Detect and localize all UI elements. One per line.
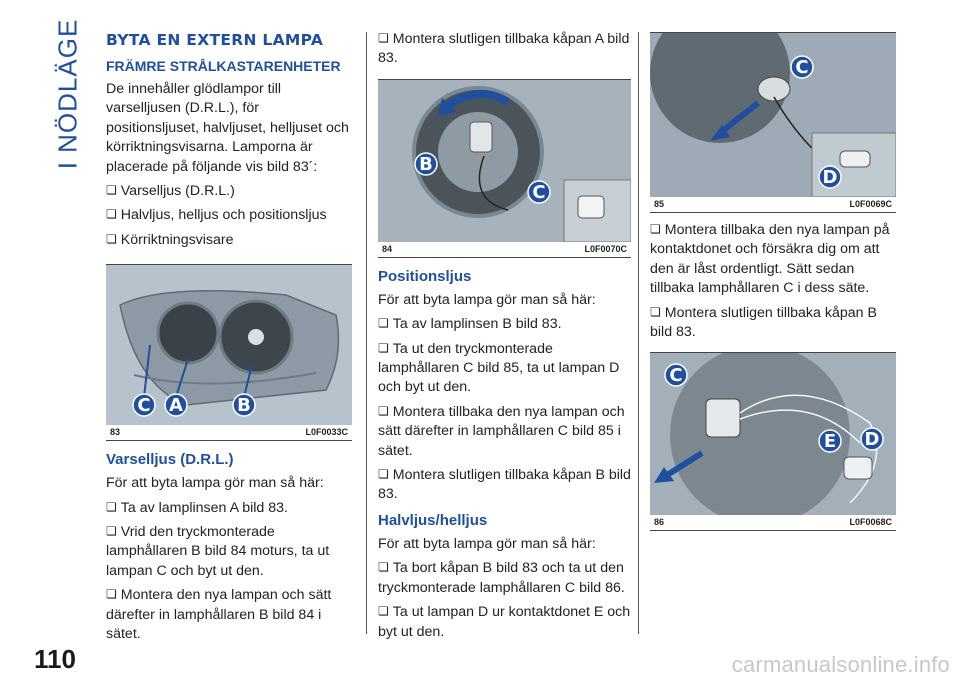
- list-item: ❏ Körriktningsvisare: [106, 231, 352, 250]
- half-intro: För att byta lampa gör man så här:: [378, 535, 596, 552]
- heading-low-high-beam: Halvljus/helljus: [378, 511, 488, 529]
- figure-code: L0F0070C: [584, 243, 627, 254]
- figure-label: C: [669, 365, 683, 387]
- figure-83: [106, 264, 352, 441]
- section-subtitle: FRÄMRE STRÅLKASTARENHETER: [106, 58, 341, 74]
- figure-label: C: [795, 57, 809, 78]
- figure-label: B: [237, 395, 251, 417]
- step-item: ❏ Vrid den tryckmonterade lamphållaren B bild 84 moturs, ta ut lampan C och byt ut den.: [106, 523, 352, 581]
- chapter-side-tab: [48, 18, 88, 170]
- figure-label: C: [532, 181, 546, 203]
- step-item: ❏ Ta ut lampan D ur kontaktdonet E och byt ut den.: [378, 603, 631, 642]
- figure-caption: [650, 515, 896, 530]
- figure-number: 83: [110, 427, 121, 438]
- figure-number: 84: [382, 243, 393, 254]
- step-item: ❏ Montera slutligen tillbaka kåpan A bild 83.: [378, 30, 631, 69]
- page-number: 110: [34, 644, 76, 674]
- figure-label: E: [823, 431, 837, 453]
- figure-caption: [650, 197, 896, 212]
- list-item: ❏ Varselljus (D.R.L.): [106, 182, 352, 201]
- column-divider-2: [638, 32, 639, 634]
- list-item: ❏ Halvljus, helljus och positionsljus: [106, 206, 352, 225]
- figure-number: 85: [654, 199, 665, 209]
- drl-intro: För att byta lampa gör man så här:: [106, 475, 324, 492]
- figure-code: L0F0069C: [849, 199, 892, 209]
- step-item: ❏ Montera slutligen tillbaka kåpan B bild 83.: [650, 304, 896, 343]
- figure-84: [378, 79, 631, 258]
- figure-caption: [378, 242, 631, 257]
- heading-drl: Varselljus (D.R.L.): [106, 451, 234, 469]
- step-item: ❏ Ta bort kåpan B bild 83 och ta ut den tryckmonterade lamphållaren C bild 86.: [378, 559, 631, 598]
- figure-code: L0F0068C: [849, 517, 892, 528]
- figure-label: B: [419, 153, 433, 175]
- step-item: ❏ Ta av lamplinsen A bild 83.: [106, 499, 352, 518]
- step-item: ❏ Montera tillbaka den nya lampan på kontaktdonet och försäkra dig om att den är låst ordentligt. Sätt sedan tillbaka lamphållaren C i dess säte.: [650, 221, 896, 299]
- step-item: ❏ Ta ut den tryckmonterade lamphållaren C bild 85, ta ut lampan D och byt ut den.: [378, 340, 631, 398]
- figure-caption: [106, 425, 352, 440]
- column-2: [378, 30, 631, 647]
- column-3: [650, 30, 896, 539]
- step-item: ❏ Montera den nya lampan och sätt därefter in lamphållaren B bild 84 i sätet.: [106, 586, 352, 644]
- lamp-holder-illustration: [378, 80, 631, 242]
- beam-lamp-illustration: [650, 353, 896, 515]
- section-title: BYTA EN EXTERN LAMPA: [106, 31, 324, 49]
- figure-85: [650, 32, 896, 213]
- figure-label: C: [137, 395, 151, 417]
- figure-86: [650, 352, 896, 531]
- heading-position-light: Positionsljus: [378, 267, 472, 285]
- figure-code: L0F0033C: [305, 427, 348, 438]
- figure-label: D: [864, 429, 880, 451]
- figure-label: D: [822, 167, 838, 188]
- intro-paragraph: De innehåller glödlampor till varselljusen (D.R.L.), för positionsljuset, halvljuset, helljuset och körriktningsvisarna. Lamporna är placerade på följande vis bild 83´:: [106, 81, 349, 175]
- step-item: ❏ Montera slutligen tillbaka kåpan B bild 83.: [378, 466, 631, 505]
- chapter-side-tab-text: I NÖDLÄGE: [52, 18, 83, 170]
- column-divider-1: [366, 32, 367, 634]
- headlamp-illustration: [106, 265, 352, 425]
- step-item: ❏ Montera tillbaka den nya lampan och sätt därefter in lamphållaren C bild 85 i sätet.: [378, 403, 631, 461]
- position-lamp-illustration: [650, 33, 896, 197]
- step-item: ❏ Ta av lamplinsen B bild 83.: [378, 315, 631, 334]
- watermark: carmanualsonline.info: [731, 652, 950, 677]
- column-1: [106, 30, 352, 650]
- figure-number: 86: [654, 517, 665, 528]
- pos-intro: För att byta lampa gör man så här:: [378, 291, 596, 308]
- figure-label: A: [169, 395, 183, 417]
